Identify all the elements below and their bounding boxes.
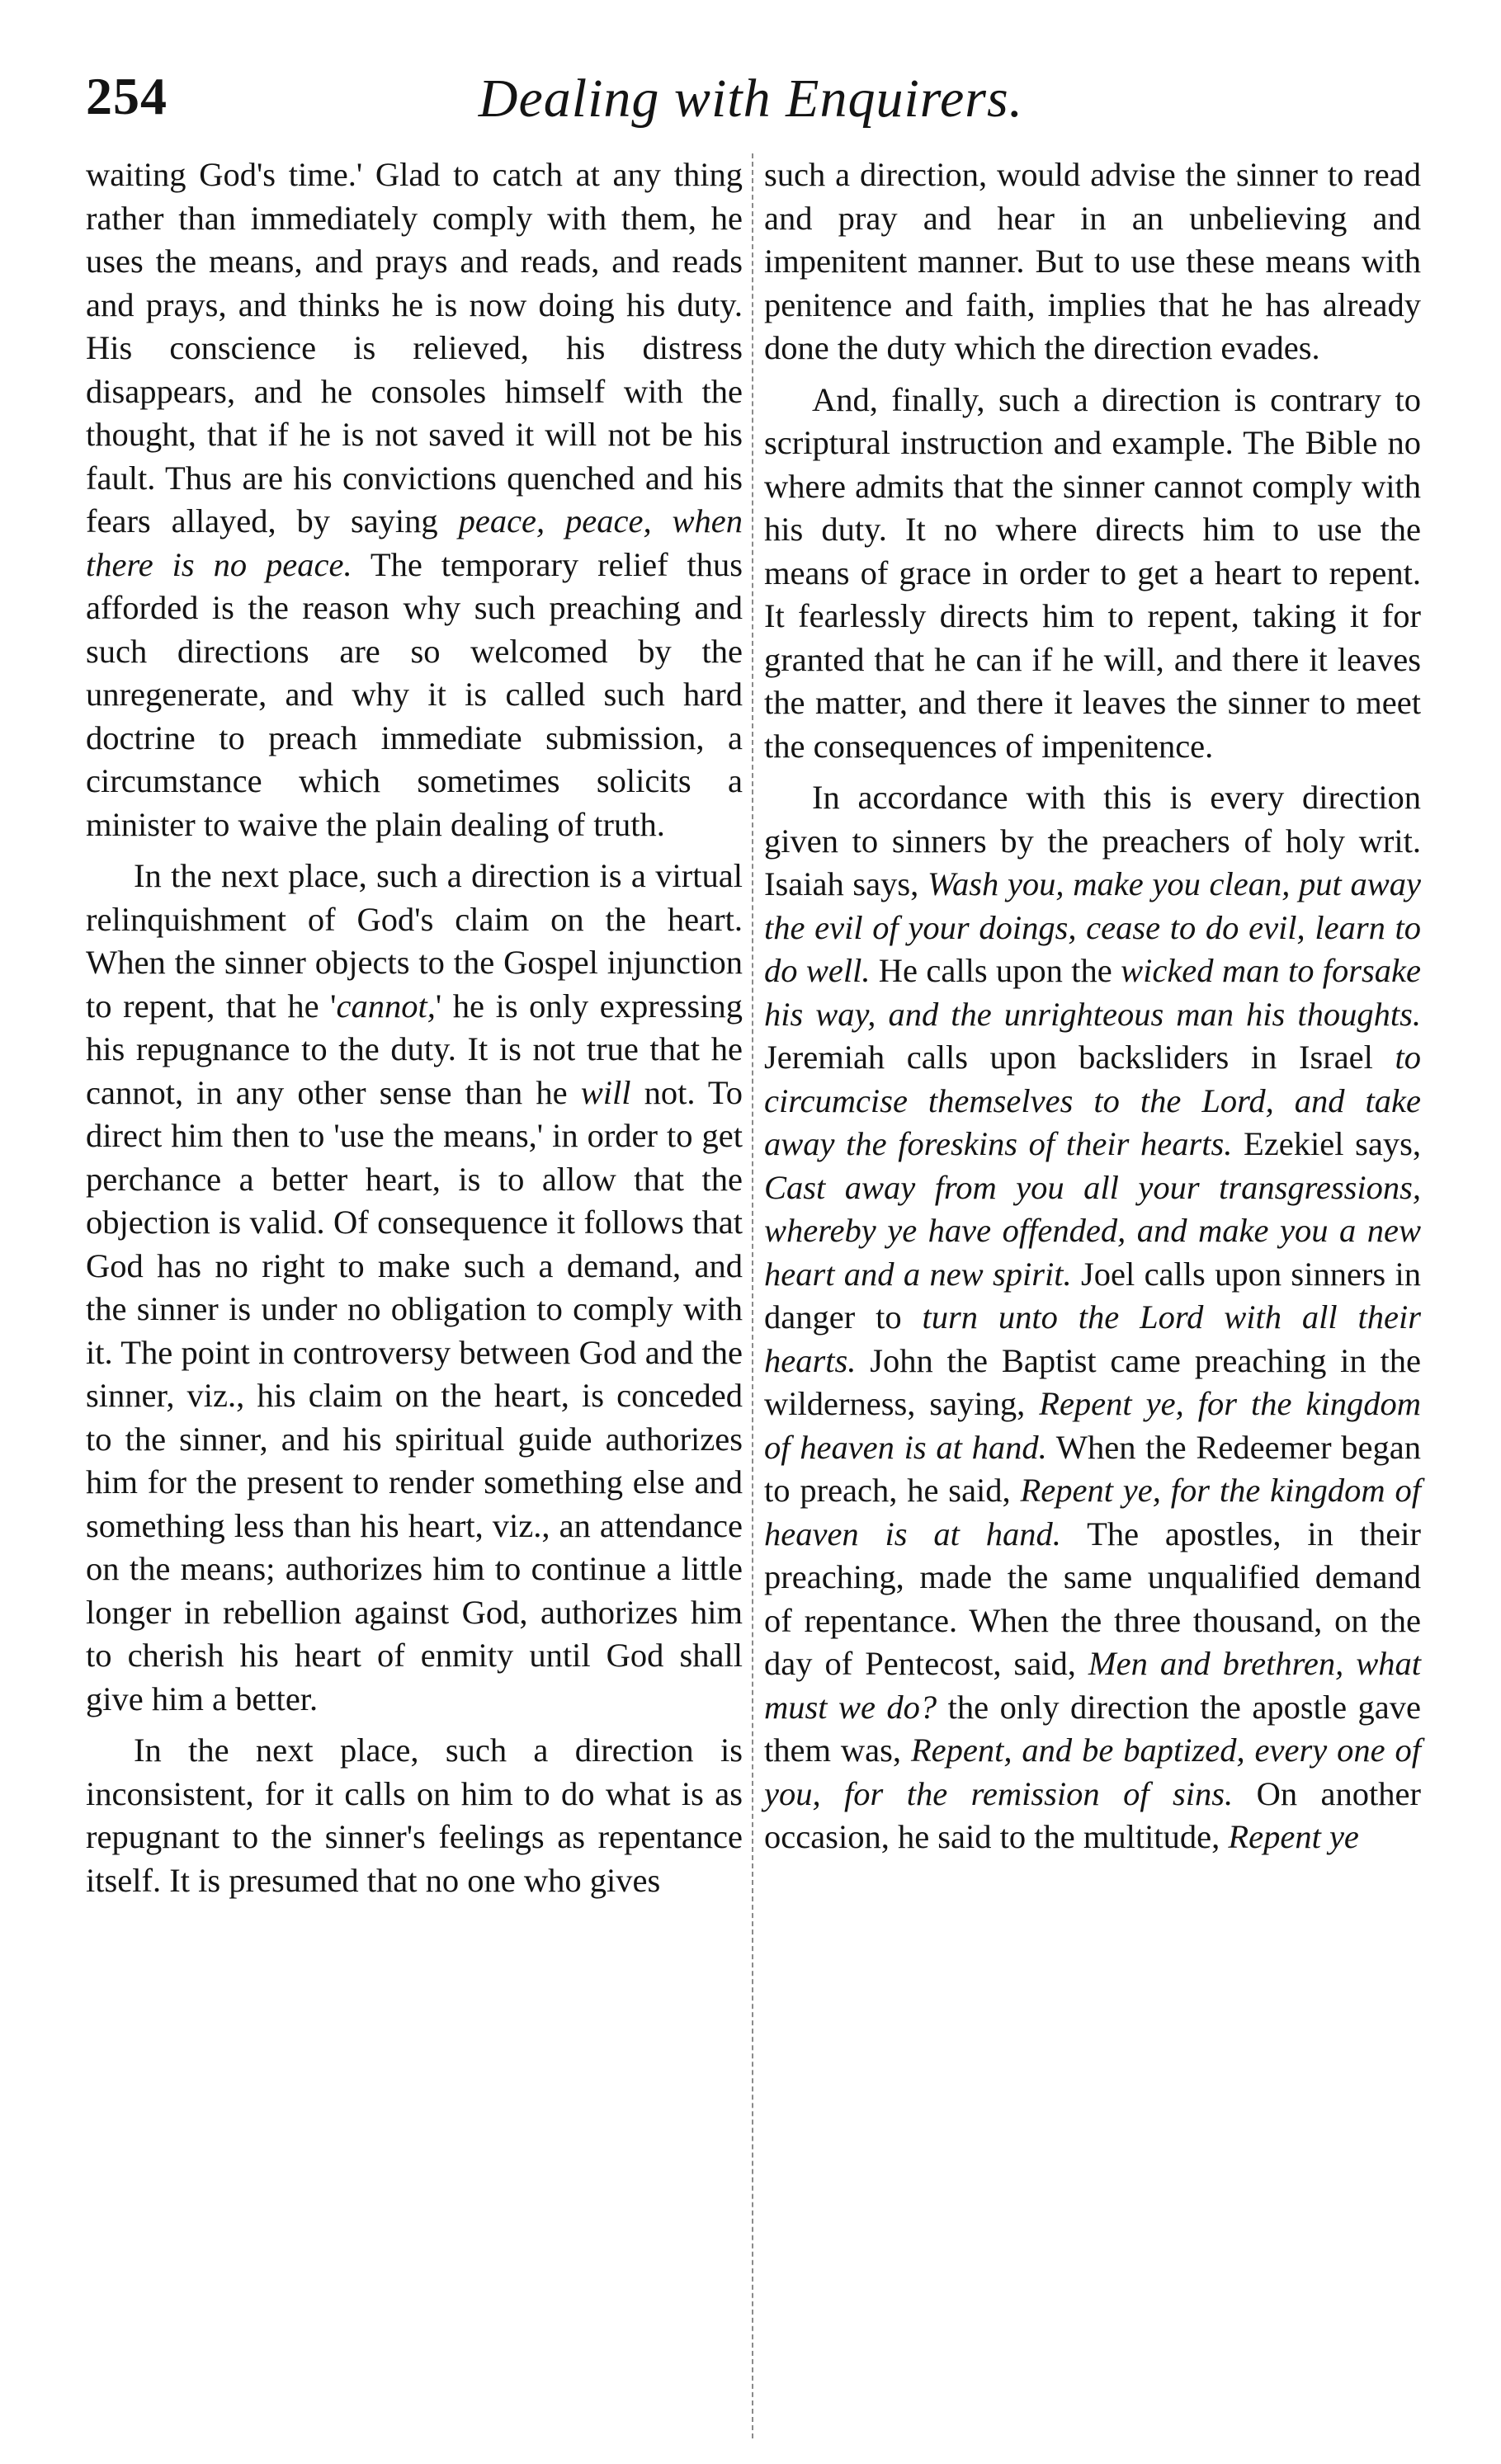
- emphasis: will: [580, 1073, 631, 1111]
- paragraph: In accordance with this is every direction given to sinners by the preachers of holy writ. Isaiah says, Wash you, make you clean, put away the evil of your doings, cease to do evil, learn to do well. He calls upon the wicked man to forsake his way, and the unrighteous man his thoughts. Jeremiah calls upon backsliders in Israel to circumcise themselves to the Lord, and take away the foreskins of their hearts. Ezekiel says, Cast away from you all your transgressions, whereby ye have offended, and make you a new heart and a new spirit. Joel calls upon sinners in danger to turn unto the Lord with all their hearts. John the Baptist came preaching in the wilderness, saying, Repent ye, for the kingdom of heaven is at hand. When the Redeemer began to preach, he said, Repent ye, for the kingdom of heaven is at hand. The apostles, in their preaching, made the same unqualified demand of repentance. When the three thousand, on the day of Pentecost, said, Men and brethren, what must we do? the only direction the apostle gave them was, Repent, and be baptized, every one of you, for the remission of sins. On another occasion, he said to the multitude, Repent ye: [764, 779, 1422, 1855]
- page-number: 254: [86, 67, 168, 125]
- right-column: [764, 153, 1421, 1868]
- scripture-quote: to circumcise themselves to the Lord, and take away the foreskins of their hearts.: [764, 1039, 1421, 1162]
- scripture-quote: Wash you, make you clean, put away the evil of your doings, cease to do evil, learn to do well.: [764, 865, 1421, 989]
- scripture-quote: Cast away from you all your transgressions, whereby ye have offended, and make you a new heart and a new spirit.: [764, 1168, 1421, 1293]
- page-header: [86, 51, 1416, 142]
- paragraph: In the next place, such a direction is a virtual relinquishment of God's claim on the heart. When the sinner objects to the Gospel injunction to repent, that he 'cannot,' he is only expressing his repugnance to the duty. It is not true that he cannot, in any other sense than he will not. To direct him then to 'use the means,' in order to get perchance a better heart, is to allow that the objection is valid. Of consequence it follows that God has no right to make such a demand, and the sinner is under no obligation to comply with it. The point in controversy between God and the sinner, viz., his claim on the heart, is conceded to the sinner, and his spiritual guide authorizes him for the present to render something else and something less than his heart, viz., an attendance on the means; authorizes him to continue a little longer in rebellion against God, authorizes him to cherish his heart of enmity until God shall give him a better.: [86, 857, 743, 1717]
- scripture-quote: wicked man to forsake his way, and the unrighteous man his thoughts.: [764, 952, 1422, 1033]
- scripture-quote: Repent ye, for the kingdom of heaven is at hand.: [764, 1385, 1421, 1466]
- scripture-quote: turn unto the Lord with all their hearts.: [764, 1298, 1421, 1379]
- paragraph: such a direction, would advise the sinner to read and pray and hear in an unbelieving and impenitent manner. But to use these means with penitence and faith, implies that he has already done the duty which the direction evades.: [764, 156, 1421, 366]
- scripture-quote: Repent, and be baptized, every one of you, for the remission of sins.: [764, 1731, 1421, 1812]
- paragraph: And, finally, such a direction is contrary to scriptural instruction and example. The Bible no where admits that the sinner cannot comply with his duty. It no where directs him to use the means of grace in order to get a heart to repent. It fearlessly directs him to repent, taking it for granted that he can if he will, and there it leaves the matter, and there it leaves the sinner to meet the consequences of impenitence.: [764, 380, 1421, 765]
- left-column: [86, 153, 743, 1910]
- scripture-quote: Men and brethren, what must we do?: [764, 1645, 1421, 1726]
- scripture-quote: Repent ye: [1228, 1818, 1359, 1855]
- column-divider: [752, 153, 753, 2438]
- paragraph: waiting God's time.' Glad to catch at any thing rather than immediately comply with them, he uses the means, and prays and reads, and reads and prays, and thinks he is now doing his duty. His conscience is relieved, his distress disappears, and he consoles himself with the thought, that if he is not saved it will not be his fault. Thus are his convictions quenched and his fears allayed, by saying peace, peace, when there is no peace. The temporary relief thus afforded is the reason why such preaching and such directions are so welcomed by the unregenerate, and why it is called such hard doctrine to preach immediate submission, a circumstance which sometimes solicits a minister to waive the plain dealing of truth.: [86, 156, 743, 843]
- emphasis: cannot,: [336, 987, 436, 1025]
- emphasis: peace, peace, when there is no peace.: [86, 502, 743, 583]
- scripture-quote: Repent ye, for the kingdom of heaven is at hand.: [764, 1472, 1421, 1552]
- running-head: Dealing with Enquirers.: [478, 68, 1024, 129]
- paragraph: In the next place, such a direction is inconsistent, for it calls on him to do what is as repugnant to the sinner's feelings as repentance itself. It is presumed that no one who gives: [86, 1731, 743, 1899]
